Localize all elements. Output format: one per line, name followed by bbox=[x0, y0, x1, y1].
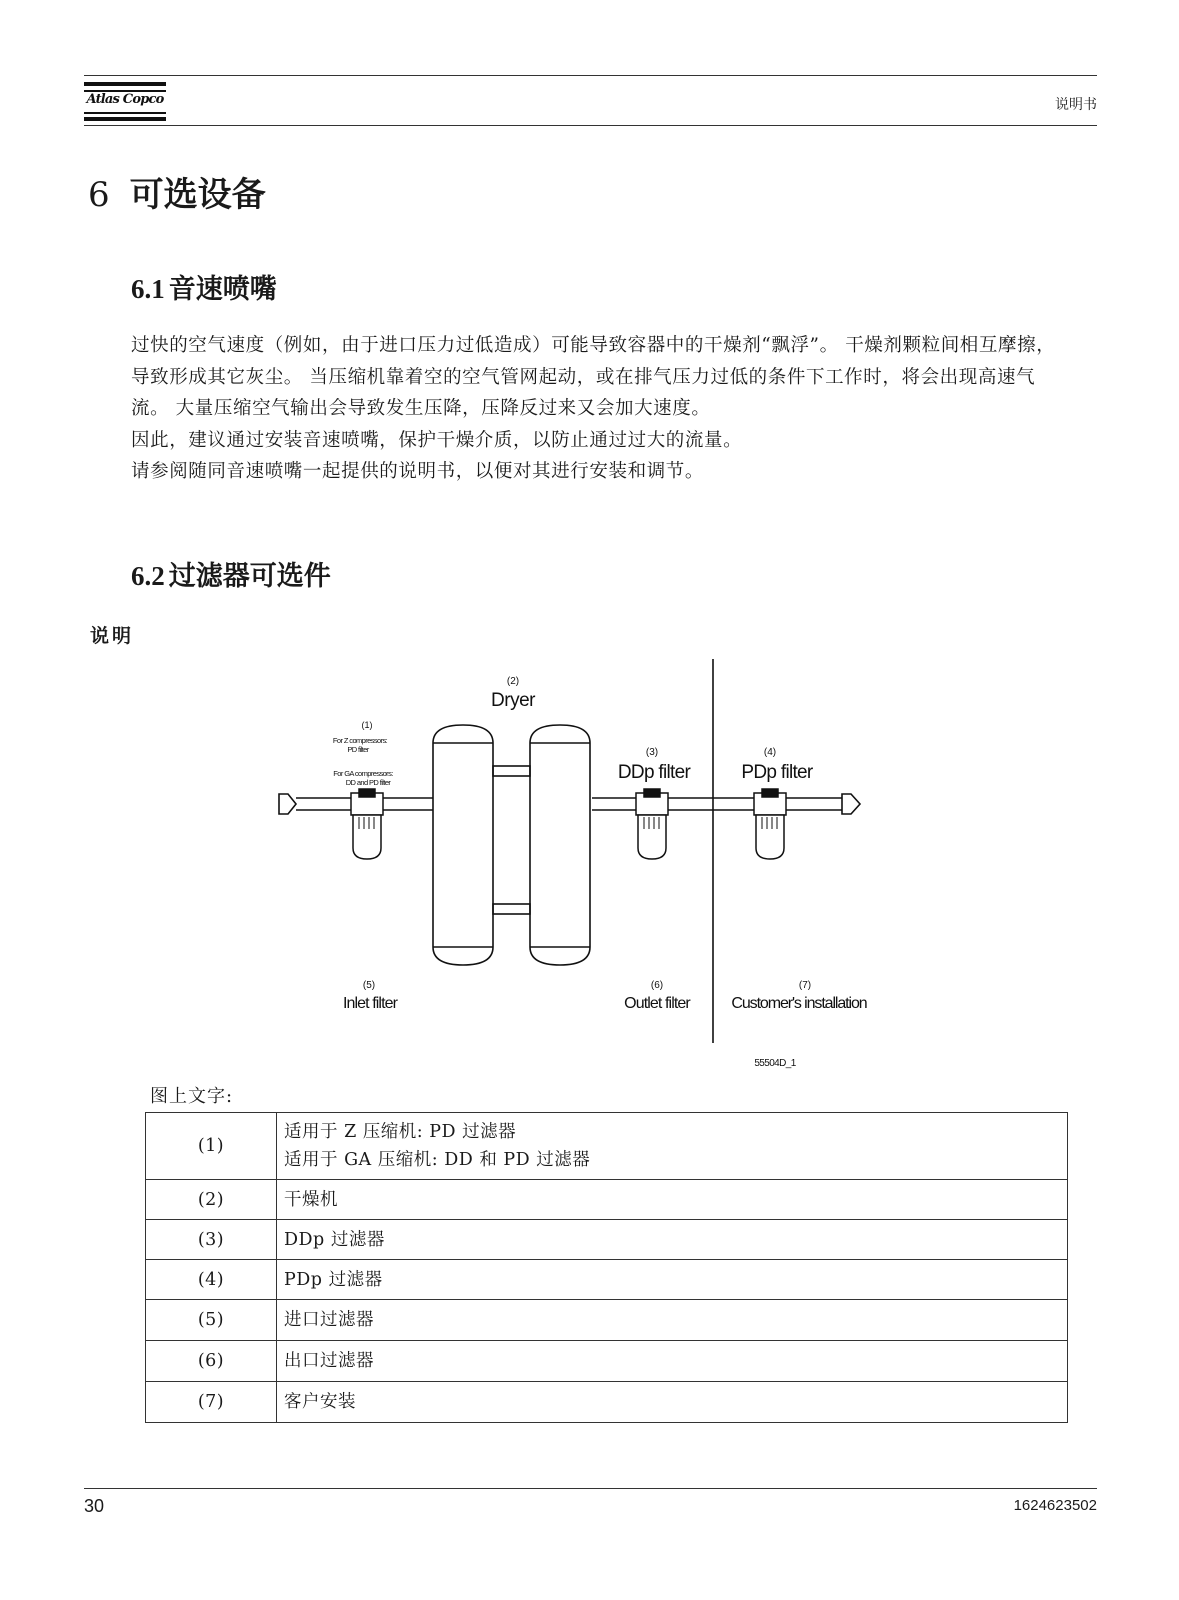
label-number-2: (2) bbox=[506, 676, 520, 687]
page-number: 30 bbox=[84, 1496, 105, 1516]
outlet-arrow-icon bbox=[842, 794, 860, 814]
figure-code: 55504D_1 bbox=[754, 1058, 796, 1069]
filter-layout-diagram bbox=[270, 655, 890, 1075]
inlet-arrow-icon bbox=[279, 794, 296, 814]
table-row bbox=[146, 1341, 1068, 1382]
dryer-vessel-left bbox=[433, 725, 493, 965]
legend-value: 干燥机 bbox=[277, 1180, 1068, 1220]
label-number-7: (7) bbox=[798, 980, 812, 991]
header-bottom-rule bbox=[84, 125, 1097, 126]
label-number-6: (6) bbox=[650, 980, 664, 991]
legend-value: 客户安装 bbox=[277, 1382, 1068, 1423]
dryer-vessel-right bbox=[530, 725, 590, 965]
table-row bbox=[146, 1113, 1068, 1180]
body-paragraph: 过快的空气速度（例如，由于进口压力过低造成）可能导致容器中的干燥剂“飘浮”。 干燥剂颗粒间相互摩擦，导致形成其它灰尘。 当压缩机靠着空的空气管网起动，或在排气压力过低的条件下工作时，将会出现高速气流。 大量压缩空气输出会导致发生压降，压降反过来又会加大速度。 bbox=[131, 335, 1056, 419]
label-dryer: Dryer bbox=[491, 690, 535, 711]
legend-value bbox=[277, 1113, 1068, 1180]
legend-value-line: 适用于 Z 压缩机: PD 过滤器 bbox=[284, 1122, 517, 1142]
customer-filter-icon bbox=[754, 789, 786, 859]
label-pd-filter: PD filter bbox=[347, 745, 369, 754]
section-number: 6.2 bbox=[131, 561, 165, 591]
table-row bbox=[146, 1382, 1068, 1423]
outlet-filter-icon bbox=[636, 789, 668, 859]
chapter-title bbox=[88, 167, 266, 216]
section-title-6-2 bbox=[131, 554, 331, 593]
document-type: 说明书 bbox=[1055, 97, 1097, 113]
body-paragraph: 因此，建议通过安装音速喷嘴，保护干燥介质，以防止通过过大的流量。 bbox=[131, 429, 743, 451]
legend-table bbox=[145, 1112, 1068, 1423]
label-number-5: (5) bbox=[362, 980, 376, 991]
section-title-text: 过滤器可选件 bbox=[168, 561, 331, 592]
table-row bbox=[146, 1260, 1068, 1300]
section-number: 6.1 bbox=[131, 274, 165, 304]
table-row bbox=[146, 1220, 1068, 1260]
legend-value: 出口过滤器 bbox=[277, 1341, 1068, 1382]
legend-key: (1) bbox=[146, 1113, 277, 1180]
section-title-6-1 bbox=[131, 267, 277, 306]
legend-key: (5) bbox=[146, 1300, 277, 1341]
diagram-svg bbox=[270, 655, 890, 1075]
label-ddp-filter: DDp filter bbox=[617, 762, 691, 783]
label-pdp-filter: PDp filter bbox=[741, 762, 813, 783]
figure-caption: 图上文字: bbox=[150, 1086, 234, 1107]
footer-rule bbox=[84, 1488, 1097, 1489]
legend-value: 进口过滤器 bbox=[277, 1300, 1068, 1341]
legend-key: (4) bbox=[146, 1260, 277, 1300]
label-ga-compressors: For GA compressors: bbox=[333, 769, 393, 778]
legend-key: (7) bbox=[146, 1382, 277, 1423]
label-outlet-filter: Outlet filter bbox=[624, 995, 690, 1012]
legend-key: (2) bbox=[146, 1180, 277, 1220]
dryer-crossover-pipe bbox=[493, 904, 530, 914]
legend-key: (3) bbox=[146, 1220, 277, 1260]
legend-heading: 说明 bbox=[90, 625, 135, 647]
dryer-crossover-pipe bbox=[493, 766, 530, 776]
atlas-copco-logo bbox=[84, 82, 166, 124]
legend-value: PDp 过滤器 bbox=[277, 1260, 1068, 1300]
legend-key: (6) bbox=[146, 1341, 277, 1382]
logo-text: Atlas Copco bbox=[86, 92, 164, 107]
label-number-1: (1) bbox=[361, 720, 373, 730]
section-title-text: 音速喷嘴 bbox=[168, 274, 277, 305]
label-customer-installation: Customer's installation bbox=[731, 995, 867, 1012]
diagram-labels bbox=[333, 676, 867, 1069]
legend-value-line: 适用于 GA 压缩机: DD 和 PD 过滤器 bbox=[284, 1150, 591, 1170]
label-z-compressors: For Z compressors: bbox=[332, 736, 388, 745]
body-paragraph: 请参阅随同音速喷嘴一起提供的说明书，以便对其进行安装和调节。 bbox=[131, 461, 705, 482]
chapter-title-text: 可选设备 bbox=[129, 175, 266, 215]
header-top-rule bbox=[84, 75, 1097, 76]
label-inlet-filter: Inlet filter bbox=[342, 995, 398, 1012]
inlet-filter-icon bbox=[351, 789, 383, 859]
legend-value: DDp 过滤器 bbox=[277, 1220, 1068, 1260]
document-number: 1624623502 bbox=[1013, 1497, 1097, 1514]
label-number-3: (3) bbox=[645, 747, 659, 758]
table-row bbox=[146, 1300, 1068, 1341]
label-number-4: (4) bbox=[763, 747, 777, 758]
label-dd-pd-filter: DD and PD filter bbox=[345, 778, 391, 787]
chapter-number: 6 bbox=[88, 175, 110, 215]
table-row bbox=[146, 1180, 1068, 1220]
section-6-1-body bbox=[131, 330, 1071, 488]
